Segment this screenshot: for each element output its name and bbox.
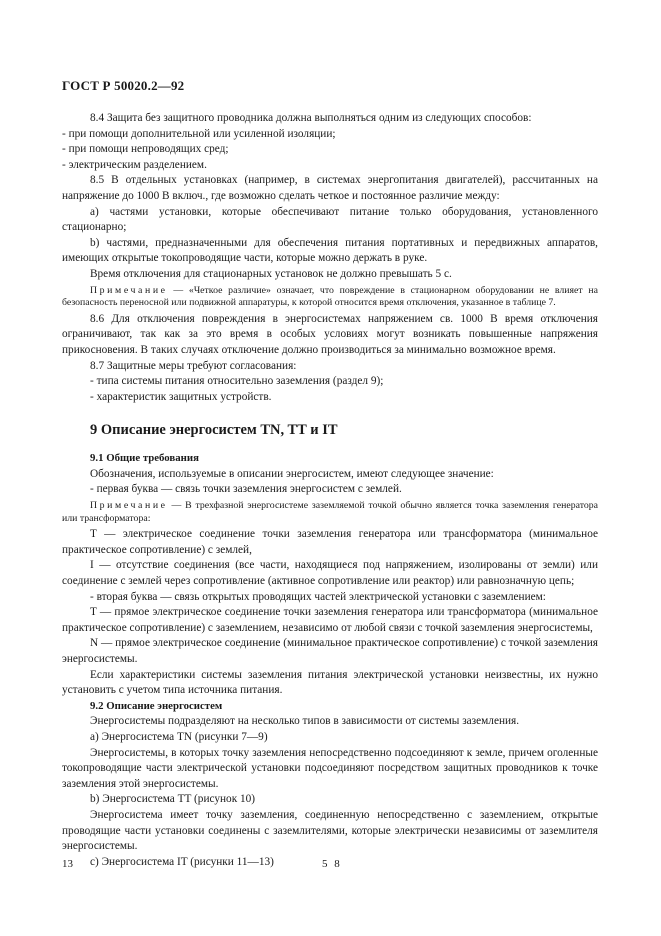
clause-text: Если характеристики системы заземления питания электрической установки неизвестны, их нужно установить с учетом типа источника питания. [62, 668, 598, 697]
list-item: - электрическим разделением. [62, 158, 207, 171]
list-item: a) частями установки, которые обеспечивают питание только оборудования, установленного стационарно; [62, 205, 598, 234]
subsection-heading-9-2: 9.2 Описание энергосистем [90, 699, 223, 712]
note-1 [62, 285, 598, 310]
system-heading-tt: b) Энергосистема TT (рисунок 10) [90, 793, 256, 806]
system-text-tt: Энергосистема имеет точку заземления, соединенную непосредственно с заземлением, открытые проводящие части установки соединены с заземлителями, которые электрически независимы от заземлителя энергосистемы. [62, 808, 598, 853]
note-2 [62, 500, 598, 525]
definition-t2: T — прямое электрическое соединение точки заземления генератора или трансформатора (минимальное практическое сопротивление) с заземлением, независимо от любой связи с точкой заземления энергосистемы, [62, 606, 598, 634]
subsection-heading-9-1: 9.1 Общие требования [90, 452, 199, 465]
note-text: — «Четкое различие» означает, что повреждение в стационарном оборудовании не влияет на безопасность переносной или подвижной аппаратуры, к которой относится время отключения, указанное в таблице 7. [62, 284, 598, 309]
definition-i: I — отсутствие соединения (все части, находящиеся под напряжением, изолированы от земли) или соединение с землей через сопротивление (активное сопротивление или реактор) или равнозначную цепь; [62, 559, 598, 588]
definition-t: T — электрическое соединение точки заземления генератора или трансформатора (минимальное практическое сопротивление) с землей, [62, 528, 598, 556]
clause-8-7: 8.7 Защитные меры требуют согласования: [90, 359, 297, 372]
note-label: Примечание [90, 284, 168, 296]
list-item: - характеристик защитных устройств. [90, 390, 272, 403]
system-heading-it: c) Энергосистема IT (рисунки 11—13) [90, 855, 274, 868]
document-body [62, 111, 598, 870]
list-item: - вторая буква — связь открытых проводящих частей электрической установки с заземлением: [90, 590, 546, 603]
list-item: - при помощи непроводящих сред; [62, 143, 229, 156]
list-item: b) частями, предназначенными для обеспечения питания портативных и передвижных аппаратов, имеющих открытые токопроводящие части, которые можно держать в руке. [62, 236, 598, 265]
clause-text: Обозначения, используемые в описании энергосистем, имеют следующее значение: [90, 467, 494, 480]
clause-text: Время отключения для стационарных установок не должно превышать 5 с. [90, 267, 452, 280]
list-item: - типа системы питания относительно заземления (раздел 9); [90, 375, 384, 388]
document-header: ГОСТ Р 50020.2—92 [62, 78, 185, 93]
list-item: - при помощи дополнительной или усиленной изоляции; [62, 127, 336, 140]
clause-8-5: 8.5 В отдельных установках (например, в системах энергопитания двигателей), рассчитанных на напряжение до 1000 В включ., где возможно сделать четкое и постоянное различие между: [62, 174, 598, 202]
list-item: - первая буква — связь точки заземления энергосистем с землей. [90, 483, 402, 496]
clause-8-4: 8.4 Защита без защитного проводника должна выполняться одним из следующих способов: [90, 112, 532, 124]
section-heading-9: 9 Описание энергосистем TN, TT и IT [90, 422, 338, 439]
footer-mark: 5 8 [322, 858, 342, 870]
page-number: 13 [62, 858, 73, 870]
definition-n: N — прямое электрическое соединение (минимальное практическое сопротивление) с точкой заземления энергосистемы. [62, 637, 598, 665]
system-text-tn: Энергосистемы, в которых точку заземления непосредственно подсоединяют к земле, причем оголенные токопроводящие части электрической установки подсоединяют посредством защитных проводников к точке заземления этой энергосистемы. [62, 746, 598, 790]
clause-8-6: 8.6 Для отключения повреждения в энергосистемах напряжением св. 1000 В время отключения ограничивают, так как за это время в особых условиях могут возникать повышенные напряжения прикосновения. В таких случаях отключение должно производиться за минимально возможное время. [62, 312, 598, 356]
note-text: — В трехфазной энергосистеме заземляемой точкой обычно является точка заземления генератора или трансформатора: [62, 500, 598, 524]
clause-text: Энергосистемы подразделяют на несколько типов в зависимости от системы заземления. [90, 715, 520, 728]
note-label: Примечание [90, 500, 168, 512]
system-heading-tn: a) Энергосистема TN (рисунки 7—9) [90, 730, 268, 743]
